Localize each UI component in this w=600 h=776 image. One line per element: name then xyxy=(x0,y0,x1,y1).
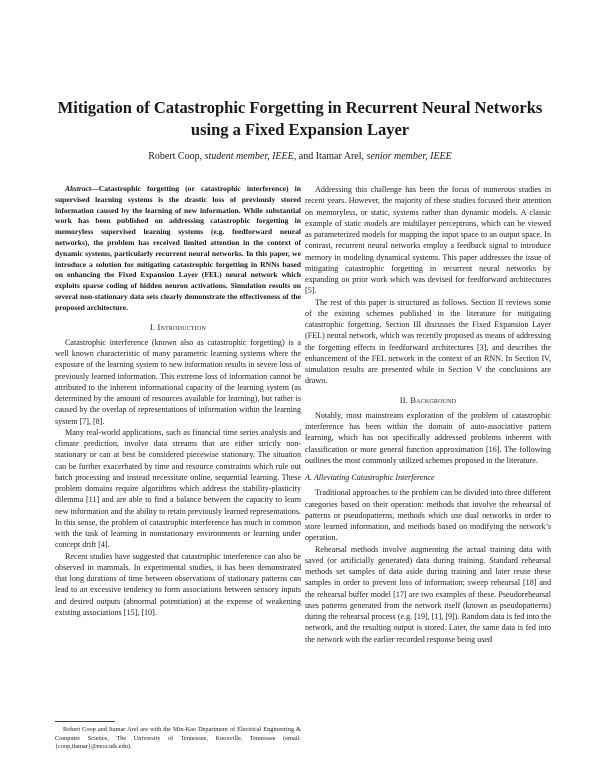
footnote-rule xyxy=(55,721,115,722)
section-1-heading: I. Introduction xyxy=(149,322,207,332)
background-paragraph-2: Traditional approaches to the problem can be divided into three different categories based on their operation: methods that involve the rehearsal of patterns or pseudopatterns, methods which use dual networks in order to store learned information, and methods based on modifying the network’s operation. xyxy=(305,488,551,543)
intro-paragraph-1: Catastrophic interference (known also as catastrophic forgetting) is a well known characteristic of many parametric learning systems where the exposure of the learning system to new information results in severe loss of previously learned information. This extreme loss of information cannot be attributed to the inherent informational capacity of the learning system (as determined by the amount of resources available for learning), but rather is caused by the overlap of representations of information within the learning system [7], [8]. xyxy=(55,337,301,426)
subsection-a-heading: A. Alleviating Catastrophic Interference xyxy=(305,473,435,482)
author-line xyxy=(40,150,560,163)
section-2-heading: II. Background xyxy=(399,395,457,405)
abstract-label: Abstract xyxy=(65,184,92,193)
author-2-role: senior member, IEEE xyxy=(366,151,452,162)
intro-paragraph-2: Many real-world applications, such as financial time series analysis and climate prediction, involve data streams that are either strictly non-stationary or can at best be considered piecewise stationary. The situation can be further exacerbated by time and resource constraints which rule out batch processing and instead necessitate online, sequential learning. These problem domains require algorithms which address the stability-plasticity dilemma [11] and are able to find a balance between the capacity to learn new information and the ability to retain previously learned representations. In this sense, the problem of catastrophic interference has much in common with the task of learning in nonstationary environments or learning under concept drift [4]. xyxy=(55,427,301,550)
abstract xyxy=(55,184,301,314)
background-paragraph-1: Notably, most mainstream exploration of the problem of catastrophic interference has been within the domain of auto-associative pattern learning, which has not specifically addressed problems inherent with classification or more general function approximation [16]. The following outlines the most commonly utilized schemes proposed in the literature. xyxy=(305,410,551,465)
right-paragraph-1: Addressing this challenge has been the focus of numerous studies in recent years. However, the majority of these studies focused their attention on memoryless, or static, systems rather than dynamic models. A classic example of static models are multilayer perceptrons, which can be viewed as parameterized models for mapping the input space to an output space. In contrast, recurrent neural networks employ a feedback signal to introduce memory in modeling dynamical systems. This paper addresses the issue of mitigating catastrophic forgetting in recurrent neural networks by expanding on prior work which was devised for feedforward architectures [5]. xyxy=(305,185,551,296)
author-1-role: student member, IEEE xyxy=(204,151,294,162)
background-paragraph-3: Rehearsal methods involve augmenting the actual training data with saved (or artificially generated) data during training. Standard rehearsal methods set samples of data aside during training and later reuse these samples in order to prevent loss of information; sweep rehearsal [18] and the rehearsal buffer model [17] are two examples of these. Pseudorehearsal uses patterns generated from the network itself (known as pseudopatterns) during the rehearsal process (e.g. [19], [1], [9]). Random data is fed into the network, and the resulting output is stored. Later, the same data is fed into the network with the earlier recorded response being used xyxy=(305,544,551,644)
right-column xyxy=(305,184,551,645)
author-footnote: Robert Coop and Itamar Arel are with the Min-Kao Department of Electrical Engineering & Computer Science, The University of Tennessee, Knoxville, Tennessee (email: {coop,itamar}@eecs.utk.edu). xyxy=(55,726,301,750)
abstract-text: —Catastrophic forgetting (or catastrophic interference) in supervised learning systems is the drastic loss of previously stored information caused by the learning of new information. While substantial work has been published on addressing catastrophic forgetting in memoryless supervised learning systems (e.g. feedforward neural networks), the problem has received limited attention in the context of dynamic systems, particularly recurrent neural networks. In this paper, we introduce a solution for mitigating catastrophic forgetting in RNNs based on enhancing the Fixed Expansion Layer (FEL) neural network which exploits sparse coding of hidden neuron activations. Simulation results on several non-stationary data sets clearly demonstrate the effectiveness of the proposed architecture. xyxy=(55,184,301,312)
author-1-name: Robert Coop, xyxy=(148,151,203,162)
right-paragraph-2: The rest of this paper is structured as follows. Section II reviews some of the existing schemes published in the literature for mitigating catastrophic forgetting. Section III discusses the Fixed Expansion Layer (FEL) neural network, which was recently proposed as means of addressing the forgetting effects in feedforward architectures [3], and describes the enhancement of the FEL network in the context of an RNN. In Section IV, simulation results are presented while in Section V the conclusions are drawn. xyxy=(305,297,551,386)
intro-paragraph-3: Recent studies have suggested that catastrophic interference can also be observed in mammals. In experimental studies, it has been demonstrated that long durations of time between observations of stationary patterns can lead to an excessive tendency to form associations between sensory inputs and desired outputs (abnormal potentiation) at the expense of weakening existing associations [15], [10]. xyxy=(55,551,301,617)
left-column xyxy=(55,184,301,618)
author-2-name: , and Itamar Arel, xyxy=(293,151,365,162)
paper-title: Mitigation of Catastrophic Forgetting in Recurrent Neural Networks using a Fixed Expansion Layer xyxy=(57,98,543,139)
